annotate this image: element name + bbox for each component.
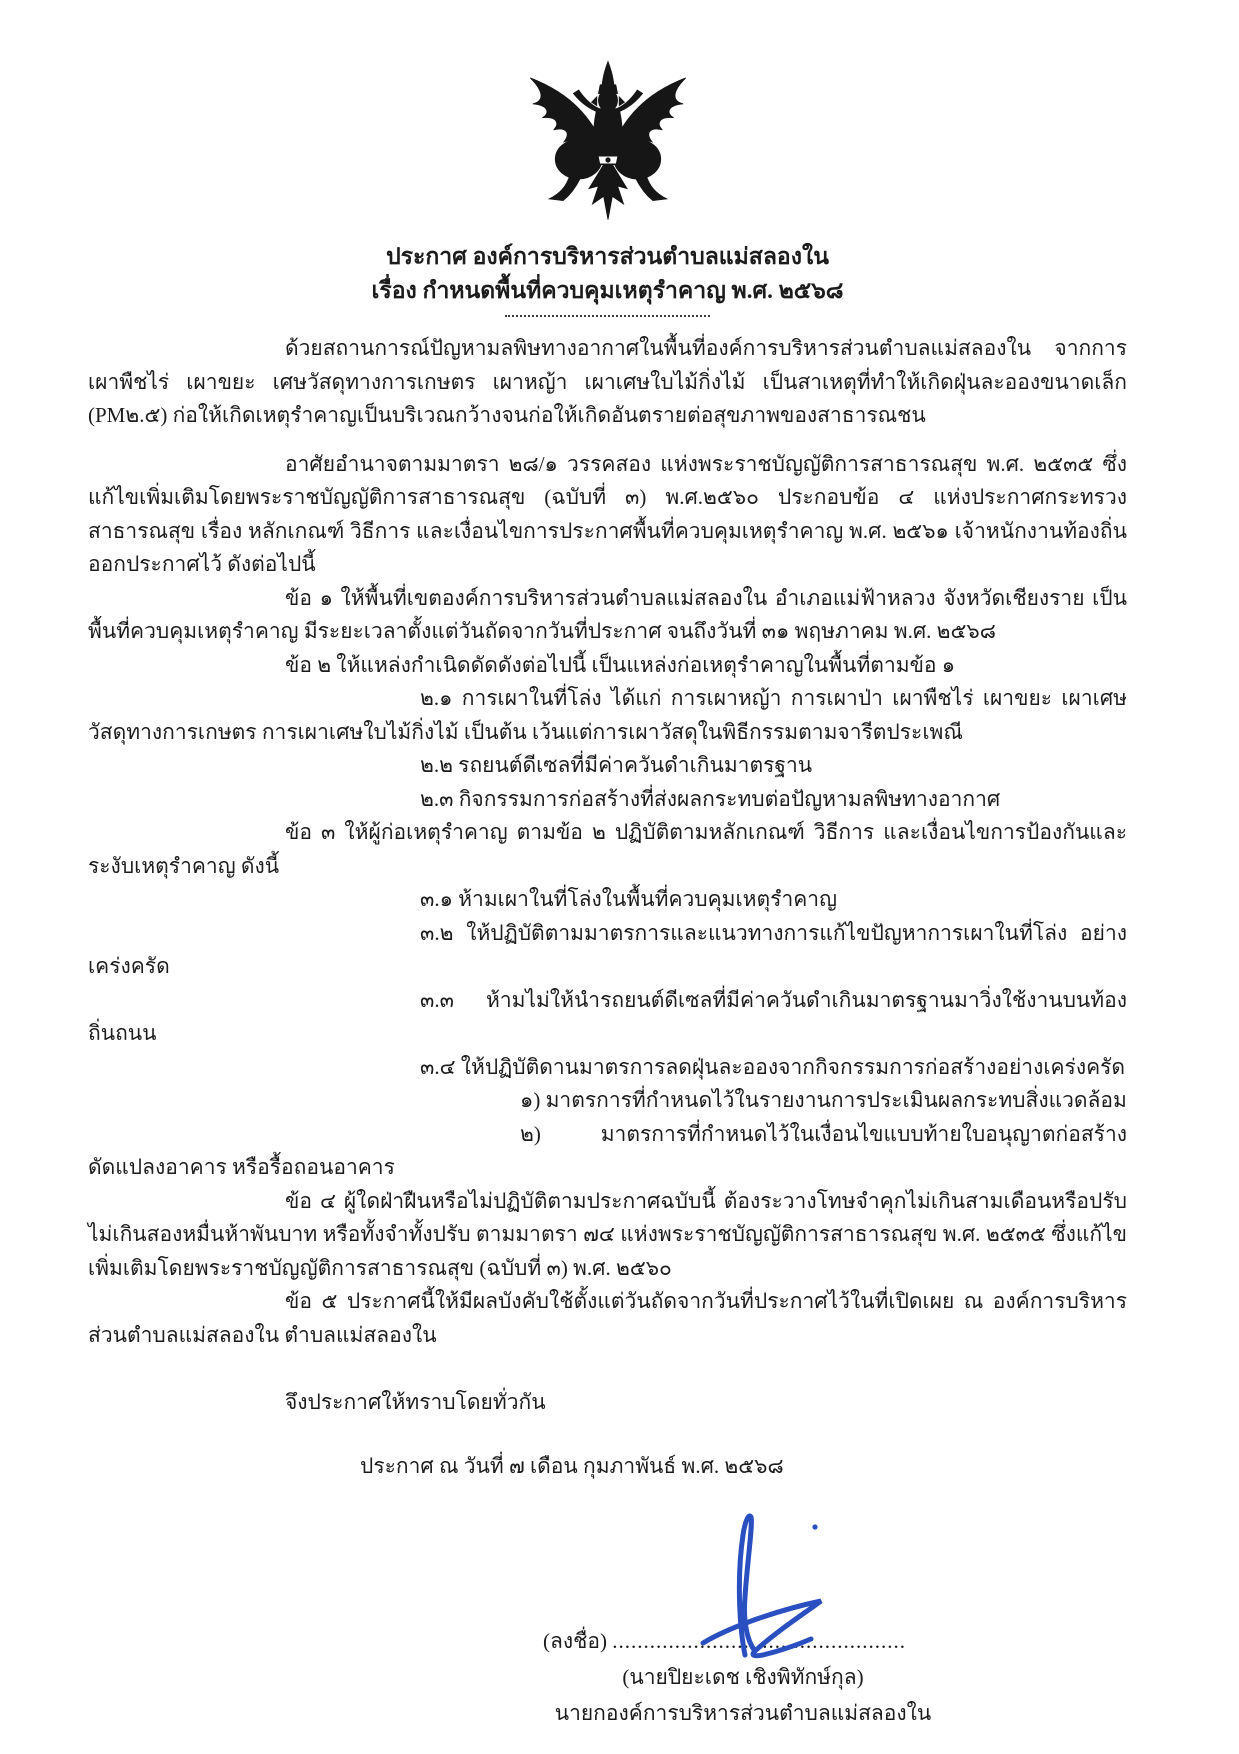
signer-name: (นายปิยะเดช เชิงพิทักษ์กุล)	[622, 1665, 864, 1689]
paragraph: ๓.๔ ให้ปฏิบัติดานมาตรการลดฝุ่นละอองจากกิจกรรมการก่อสร้างอย่างเคร่งครัด	[420, 1054, 1126, 1079]
paragraph: ๒) มาตรการที่กำหนดไว้ในเงื่อนไขแบบท้ายใบอนุญาตก่อสร้าง ดัดแปลงอาคาร หรือรื้อถอนอาคาร	[88, 1121, 1127, 1179]
sign-dotted-line: ...............................................	[612, 1629, 906, 1653]
paragraph: ๒.๑ การเผาในที่โล่ง ได้แก่ การเผาหญ้า การเผาป่า เผาพืชไร่ เผาขยะ เผาเศษวัสดุทางการเกษตร การเผาเศษใบไม้กิ่งไม้ เป็นต้น เว้นแต่การเผาวัสดุในพิธีกรรมตามจารีตประเพณี	[88, 686, 1127, 744]
sign-line	[543, 1623, 943, 1659]
title-divider	[505, 314, 710, 317]
paragraph: ข้อ ๑ ให้พื้นที่เขตองค์การบริหารส่วนตำบลแม่สลองใน อำเภอแม่ฟ้าหลวง จังหวัดเชียงราย เป็นพื้นที่ควบคุมเหตุรำคาญ มีระยะเวลาตั้งแต่วันถัดจากวันที่ประกาศ จนถึงวันที่ ๓๑ พฤษภาคม พ.ศ. ๒๕๖๘	[88, 585, 1127, 643]
signer-position: นายกองค์การบริหารส่วนตำบลแม่สลองใน	[554, 1701, 932, 1725]
signature-block	[543, 1623, 943, 1731]
paragraph: ๒.๓ กิจกรรมการก่อสร้างที่ส่งผลกระทบต่อปัญหามลพิษทางอากาศ	[420, 786, 1001, 811]
paragraph: ๓.๓ ห้ามไม่ให้นำรถยนต์ดีเซลที่มีค่าควันดำเกินมาตรฐานมาวิ่งใช้งานบนท้องถิ่นถนน	[88, 987, 1127, 1045]
paragraph: ด้วยสถานการณ์ปัญหามลพิษทางอากาศในพื้นที่องค์การบริหารส่วนตำบลแม่สลองใน จากการเผาพืชไร่ เผาขยะ เศษวัสดุทางการเกษตร เผาหญ้า เผาเศษใบไม้กิ่งไม้ เป็นสาเหตุที่ทำให้เกิดฝุ่นละอองขนาดเล็ก (PM๒.๕) ก่อให้เกิดเหตุรำคาญเป็นบริเวณกว้างจนก่อให้เกิดอันตรายต่อสุขภาพของสาธารณชน	[88, 336, 1127, 427]
announcement-date: ประกาศ ณ วันที่ ๗ เดือน กุมภาพันธ์ พ.ศ. ๒๕๖๘	[360, 1453, 784, 1478]
closing-statement: จึงประกาศให้ทราบโดยทั่วกัน	[285, 1390, 546, 1414]
paragraph: ๓.๒ ให้ปฏิบัติตามมาตรการและแนวทางการแก้ไขปัญหาการเผาในที่โล่ง อย่างเคร่งครัด	[88, 920, 1127, 978]
paragraph: ข้อ ๓ ให้ผู้ก่อเหตุรำคาญ ตามข้อ ๒ ปฏิบัติตามหลักเกณฑ์ วิธีการ และเงื่อนไขการป้องกันและระงับเหตุรำคาญ ดังนี้	[88, 820, 1127, 878]
garuda-emblem-icon	[513, 52, 703, 230]
paragraph: ข้อ ๔ ผู้ใดฝ่าฝืนหรือไม่ปฏิบัติตามประกาศฉบับนี้ ต้องระวางโทษจำคุกไม่เกินสามเดือนหรือปรับไม่เกินสองหมื่นห้าพันบาท หรือทั้งจำทั้งปรับ ตามมาตรา ๗๔ แห่งพระราชบัญญัติการสาธารณสุข พ.ศ. ๒๕๓๕ ซึ่งแก้ไขเพิ่มเติมโดยพระราชบัญญัติการสาธารณสุข (ฉบับที่ ๓) พ.ศ. ๒๕๖๐	[88, 1188, 1127, 1280]
paragraph: อาศัยอำนาจตามมาตรา ๒๘/๑ วรรคสอง แห่งพระราชบัญญัติการสาธารณสุข พ.ศ. ๒๕๓๕ ซึ่งแก้ไขเพิ่มเติมโดยพระราชบัญญัติการสาธารณสุข (ฉบับที่ ๓) พ.ศ.๒๕๖๐ ประกอบข้อ ๔ แห่งประกาศกระทรวงสาธารณสุข เรื่อง หลักเกณฑ์ วิธีการ และเงื่อนไขการประกาศพื้นที่ควบคุมเหตุรำคาญ พ.ศ. ๒๕๖๑ เจ้าหนักงานท้องถิ่นออกประกาศไว้ ดังต่อไปนี้	[88, 451, 1127, 576]
document-body	[88, 332, 1127, 1352]
paragraph: ข้อ ๒ ให้แหล่งกำเนิดดัดดังต่อไปนี้ เป็นแหล่งก่อเหตุรำคาญในพื้นที่ตามข้อ ๑	[285, 652, 956, 677]
paragraph: ๑) มาตรการที่กำหนดไว้ในรายงานการประเมินผลกระทบสิ่งแวดล้อม	[520, 1088, 1127, 1112]
announcement-title: ประกาศ องค์การบริหารส่วนตำบลแม่สลองใน	[386, 244, 829, 269]
announcement-subject: เรื่อง กำหนดพื้นที่ควบคุมเหตุรำคาญ พ.ศ. ๒๕๖๘	[371, 278, 844, 303]
paragraph: ๒.๒ รถยนต์ดีเซลที่มีค่าควันดำเกินมาตรฐาน	[420, 753, 813, 777]
paragraph: ๓.๑ ห้ามเผาในที่โล่งในพื้นที่ควบคุมเหตุรำคาญ	[420, 887, 837, 911]
sign-label: (ลงชื่อ)	[543, 1629, 607, 1653]
paragraph: ข้อ ๕ ประกาศนี้ให้มีผลบังคับใช้ตั้งแต่วันถัดจากวันที่ประกาศไว้ในที่เปิดเผย ณ องค์การบริหารส่วนตำบลแม่สลองใน ตำบลแม่สลองใน	[88, 1289, 1127, 1347]
